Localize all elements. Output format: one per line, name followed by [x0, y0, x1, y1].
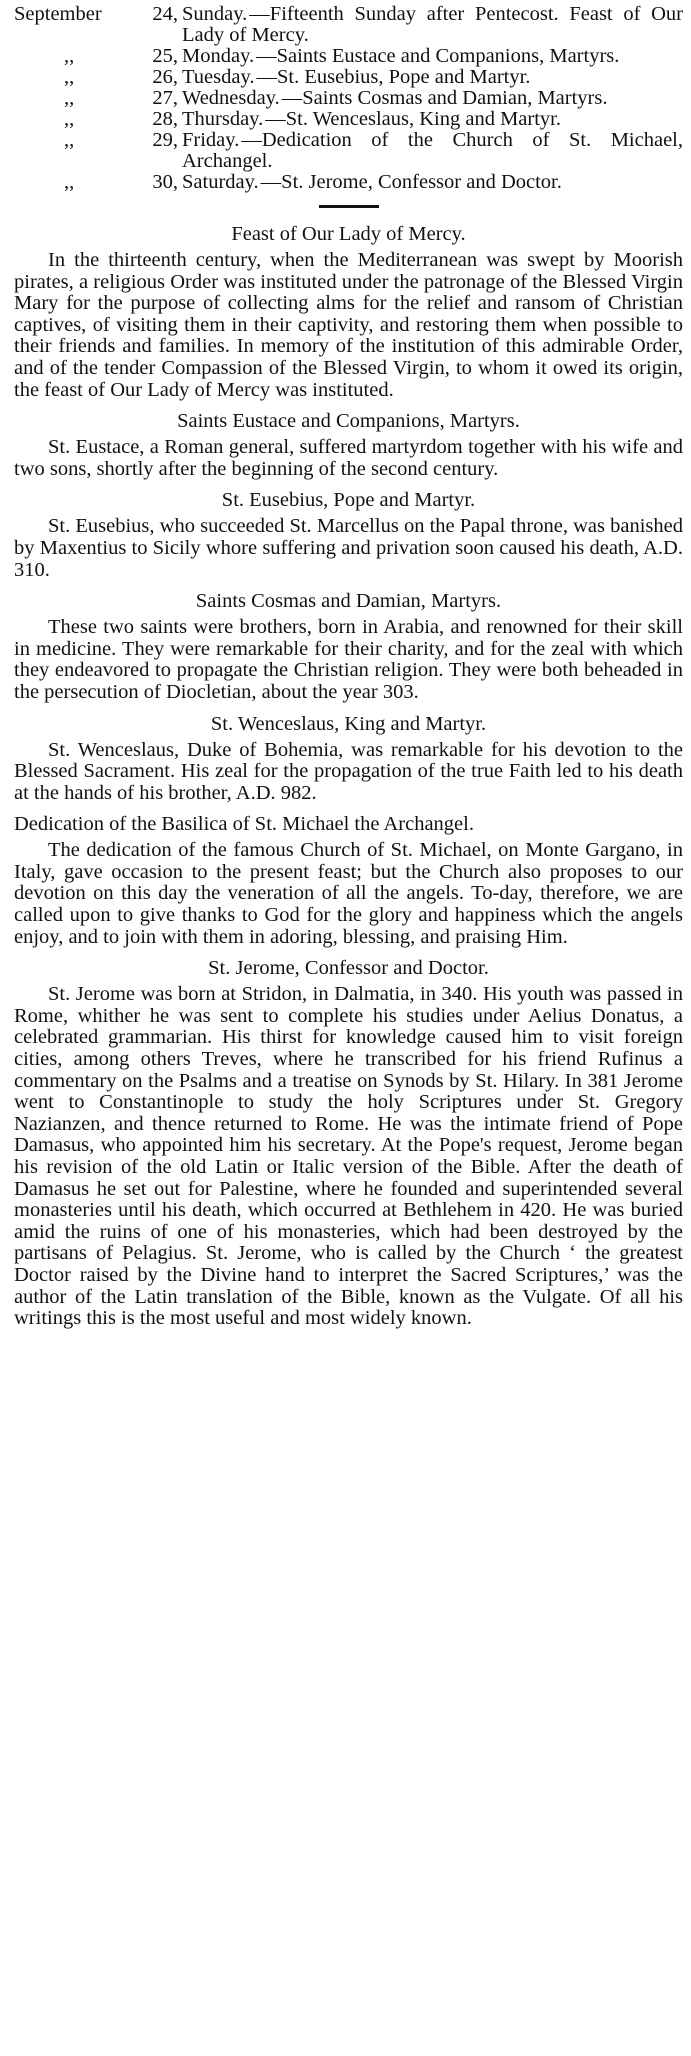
- weekday: Saturday.: [182, 171, 259, 193]
- section-body: The dedication of the famous Church of St. Michael, on Monte Gargano, in Italy, gave occasion to the present feast; but the Church also proposes to our devotion on this day the veneration of all the angels. To-day, therefore, we are called upon to give thanks to God for the glory and happiness which the angels enjoy, and to join with them in adoring, blessing, and praising Him.: [14, 839, 683, 948]
- feast-section: [14, 222, 683, 401]
- calendar-date: [14, 46, 182, 67]
- section-body: St. Wenceslaus, Duke of Bohemia, was remarkable for his devotion to the Blessed Sacrament. His zeal for the propagation of the true Faith led to his death at the hands of his brother, A.D. 982.: [14, 738, 683, 804]
- liturgical-calendar: [14, 4, 683, 193]
- calendar-day: 30,: [152, 171, 178, 193]
- calendar-entry: [182, 109, 683, 130]
- feast-section: [14, 812, 683, 948]
- calendar-entry: [182, 172, 683, 193]
- calendar-entry: [182, 46, 683, 67]
- weekday: Monday.: [182, 45, 255, 67]
- feast-section: [14, 956, 683, 1330]
- weekday: Thursday.: [182, 108, 264, 130]
- calendar-day: 27,: [152, 87, 178, 109]
- section-body: In the thirteenth century, when the Mediterranean was swept by Moorish pirates, a religious Order was instituted under the patronage of the Blessed Virgin Mary for the purpose of collecting alms for the relief and ransom of Christian captives, of visiting them in their captivity, and restoring them when possible to their friends and families. In memory of the institution of this admirable Order, and of the tender Compassion of the Blessed Virgin, to whom it owed its origin, the feast of Our Lady of Mercy was instituted.: [14, 249, 683, 401]
- ditto-mark: ,,: [64, 171, 75, 193]
- section-title: St. Eusebius, Pope and Martyr.: [221, 489, 476, 512]
- weekday: Tuesday.: [182, 66, 255, 88]
- calendar-date: [14, 67, 182, 88]
- feast-text: —Fifteenth Sunday after Pentecost. Feast of Our Lady of Mercy.: [182, 3, 683, 46]
- feast-text: —Dedication of the Church of St. Michael, Archangel.: [182, 129, 683, 172]
- feast-section: [14, 409, 683, 480]
- section-body: St. Eusebius, who succeeded St. Marcellus on the Papal throne, was banished by Maxentius to Sicily whore suffering and privation soon caused his death, A.D. 310.: [14, 515, 683, 581]
- section-title: Saints Cosmas and Damian, Martyrs.: [195, 590, 502, 613]
- calendar-row: [14, 4, 683, 46]
- weekday: Friday.: [182, 129, 240, 151]
- calendar-date: [14, 172, 182, 193]
- calendar-day: 24,: [152, 3, 178, 25]
- calendar-row: [14, 130, 683, 172]
- feast-text: —Saints Eustace and Companions, Martyrs.: [256, 45, 620, 67]
- calendar-row: [14, 46, 683, 67]
- ditto-mark: ,,: [64, 87, 75, 109]
- ditto-mark: ,,: [64, 45, 75, 67]
- calendar-date: [14, 88, 182, 109]
- calendar-row: [14, 67, 683, 88]
- section-title: St. Wenceslaus, King and Martyr.: [210, 712, 487, 735]
- calendar-day: 28,: [152, 108, 178, 130]
- ditto-mark: ,,: [64, 108, 75, 130]
- ditto-mark: ,,: [64, 129, 75, 151]
- calendar-row: [14, 88, 683, 109]
- calendar-day: 26,: [152, 66, 178, 88]
- calendar-date: [14, 130, 182, 172]
- section-title: Saints Eustace and Companions, Martyrs.: [177, 410, 520, 433]
- calendar-row: [14, 109, 683, 130]
- section-title: Feast of Our Lady of Mercy.: [231, 223, 466, 245]
- feast-text: —St. Wenceslaus, King and Martyr.: [265, 108, 561, 130]
- feast-text: —Saints Cosmas and Damian, Martyrs.: [281, 87, 608, 109]
- calendar-entry: [182, 130, 683, 172]
- feast-section: [14, 488, 683, 581]
- ditto-mark: ,,: [64, 66, 75, 88]
- calendar-month: September: [14, 3, 102, 25]
- section-body: St. Jerome was born at Stridon, in Dalmatia, in 340. His youth was passed in Rome, whither he was sent to complete his studies under Aelius Donatus, a celebrated grammarian. His thirst for knowledge caused him to visit foreign cities, among others Treves, where he transcribed for his friend Rufinus a commentary on the Psalms and a treatise on Synods by St. Hilary. In 381 Jerome went to Constantinople to study the holy Scriptures under St. Gregory Nazianzen, and thence returned to Rome. He was the intimate friend of Pope Damasus, who appointed him his secretary. At the Pope's request, Jerome began his revision of the old Latin or Italic version of the Bible. After the death of Damasus he set out for Palestine, where he founded and superintended several monasteries until his death, which occurred at Bethlehem in 420. He was buried amid the ruins of one of his monasteries, which had been destroyed by the partisans of Pelagius. St. Jerome, who is called by the Church ‘ the greatest Doctor raised by the Divine hand to interpret the Sacred Scriptures,’ was the author of the Latin translation of the Bible, known as the Vulgate. Of all his writings this is the most useful and most widely known.: [14, 983, 683, 1330]
- feast-text: —St. Eusebius, Pope and Martyr.: [256, 66, 531, 88]
- weekday: Sunday.: [182, 3, 248, 25]
- section-body: St. Eustace, a Roman general, suffered martyrdom together with his wife and two sons, shortly after the beginning of the second century.: [14, 436, 683, 480]
- calendar-row: [14, 172, 683, 193]
- feast-text: —St. Jerome, Confessor and Doctor.: [260, 171, 562, 193]
- calendar-entry: [182, 88, 683, 109]
- feast-section: [14, 589, 683, 703]
- section-body: These two saints were brothers, born in Arabia, and renowned for their skill in medicine. They were remarkable for their charity, and for the zeal with which they endeavored to propagate the Christian religion. They were both beheaded in the persecution of Diocletian, about the year 303.: [14, 616, 683, 703]
- weekday: Wednesday.: [182, 87, 280, 109]
- section-divider: [319, 205, 379, 208]
- section-title: St. Jerome, Confessor and Doctor.: [208, 957, 489, 980]
- calendar-date: [14, 109, 182, 130]
- calendar-entry: [182, 4, 683, 46]
- section-title: Dedication of the Basilica of St. Michael the Archangel.: [14, 813, 474, 836]
- calendar-day: 25,: [152, 45, 178, 67]
- calendar-day: 29,: [152, 129, 178, 151]
- feast-section: [14, 712, 683, 805]
- calendar-entry: [182, 67, 683, 88]
- calendar-date: [14, 4, 182, 46]
